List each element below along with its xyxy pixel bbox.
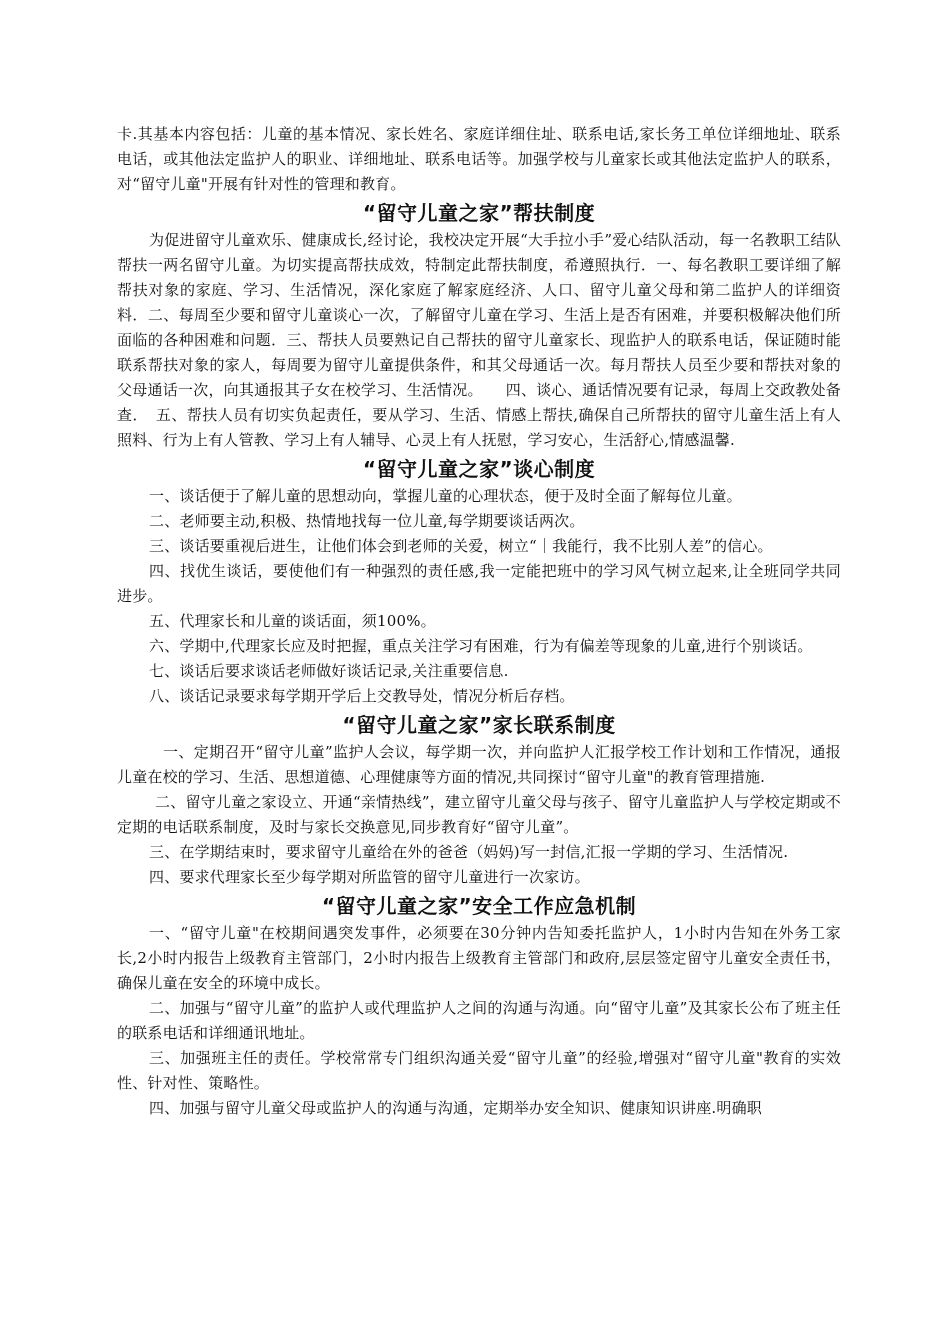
heart-to-heart-item-7: 七、谈话后要求谈话老师做好谈话记录,关注重要信息.: [149, 662, 509, 680]
section-title-assistance: “留守儿童之家”帮扶制度: [362, 201, 596, 225]
parent-contact-item-2: 二、留守儿童之家设立、开通“亲情热线”，建立留守儿童父母与孩子、留守儿童监护人与学校定期或不定期的电话联系制度，及时与家长交换意见,同步教育好“留守儿童”。: [117, 793, 841, 836]
heart-to-heart-item-2: 二、老师要主动,积极、热情地找每一位儿童,每学期要谈话两次。: [149, 512, 585, 530]
heart-to-heart-item-3: 三、谈话要重视后进生，让他们体会到老师的关爱，树立“｜我能行，我不比别人差”的信心。: [149, 537, 773, 555]
heart-to-heart-item-1: 一、谈话便于了解儿童的思想动向，掌握儿童的心理状态，便于及时全面了解每位儿童。: [149, 487, 742, 505]
section-title-heart-to-heart: “留守儿童之家”谈心制度: [362, 457, 596, 481]
parent-contact-item-1: 一、定期召开“留守儿童”监护人会议，每学期一次，并向监护人汇报学校工作计划和工作情况，通报儿童在校的学习、生活、思想道德、心理健康等方面的情况,共同探讨“留守儿童"的教育管理措施.: [117, 743, 841, 786]
safety-emergency-item-3: 三、加强班主任的责任。学校常常专门组织沟通关爱“留守儿童”的经验,增强对“留守儿童"教育的实效性、针对性、策略性。: [117, 1049, 841, 1092]
intro-paragraph: 卡.其基本内容包括：儿童的基本情况、家长姓名、家庭详细住址、联系电话,家长务工单位详细地址、联系电话，或其他法定监护人的职业、详细地址、联系电话等。加强学校与儿童家长或其他法定监护人的联系，对“留守儿童"开展有针对性的管理和教育。: [117, 125, 841, 193]
heart-to-heart-item-4: 四、找优生谈话，要使他们有一种强烈的责任感,我一定能把班中的学习风气树立起来,让全班同学共同进步。: [117, 562, 841, 605]
assistance-paragraph: 为促进留守儿童欢乐、健康成长,经讨论，我校决定开展“大手拉小手”爱心结队活动，每一名教职工结队帮扶一两名留守儿童。为切实提高帮扶成效，特制定此帮扶制度，希遵照执行．一、每名教职工要详细了解帮扶对象的家庭、学习、生活情况，深化家庭了解家庭经济、人口、留守儿童父母和第二监护人的详细资料．二、每周至少要和留守儿童谈心一次，了解留守儿童在学习、生活上是否有困难，并要积极解决他们所面临的各种困难和问题．三、帮扶人员要熟记自己帮扶的留守儿童家长、现监护人的联系电话，保证随时能联系帮扶对象的家人，每周要为留守儿童提供条件，和其父母通话一次。每月帮扶人员至少要和帮扶对象的父母通话一次，向其通报其子女在校学习、生活情况。 四、谈心、通话情况要有记录，每周上交政教处备查． 五、帮扶人员有切实负起责任，要从学习、生活、情感上帮扶,确保自己所帮扶的留守儿童生活上有人照料、行为上有人管教、学习上有人辅导、心灵上有人抚慰，学习安心，生活舒心,情感温馨.: [117, 231, 841, 449]
heart-to-heart-item-6: 六、学期中,代理家长应及时把握，重点关注学习有困难，行为有偏差等现象的儿童,进行个别谈话。: [149, 637, 813, 655]
safety-emergency-item-1: 一、“留守儿童"在校期间遇突发事件，必须要在30分钟内告知委托监护人，1小时内告知在外务工家长,2小时内报告上级教育主管部门，2小时内报告上级教育主管部门和政府,层层签定留守儿童安全责任书，确保儿童在安全的环境中成长。: [117, 924, 841, 992]
section-title-parent-contact: “留守儿童之家”家长联系制度: [342, 713, 616, 737]
heart-to-heart-item-5: 五、代理家长和儿童的谈话面，须100%。: [149, 612, 436, 630]
safety-emergency-item-4: 四、加强与留守儿童父母或监护人的沟通与沟通，定期举办安全知识、健康知识讲座.明确职: [149, 1099, 762, 1117]
parent-contact-item-3: 三、在学期结束时，要求留守儿童给在外的爸爸（妈妈)写一封信,汇报一学期的学习、生活情况.: [149, 843, 789, 861]
document-body: [117, 122, 841, 1121]
section-title-safety-emergency: “留守儿童之家”安全工作应急机制: [321, 894, 637, 918]
parent-contact-item-4: 四、要求代理家长至少每学期对所监管的留守儿童进行一次家访。: [149, 868, 590, 886]
heart-to-heart-item-8: 八、谈话记录要求每学期开学后上交教导处，情况分析后存档。: [149, 687, 575, 705]
safety-emergency-item-2: 二、加强与“留守儿童”的监护人或代理监护人之间的沟通与沟通。向“留守儿童”及其家长公布了班主任的联系电话和详细通讯地址。: [117, 999, 841, 1042]
